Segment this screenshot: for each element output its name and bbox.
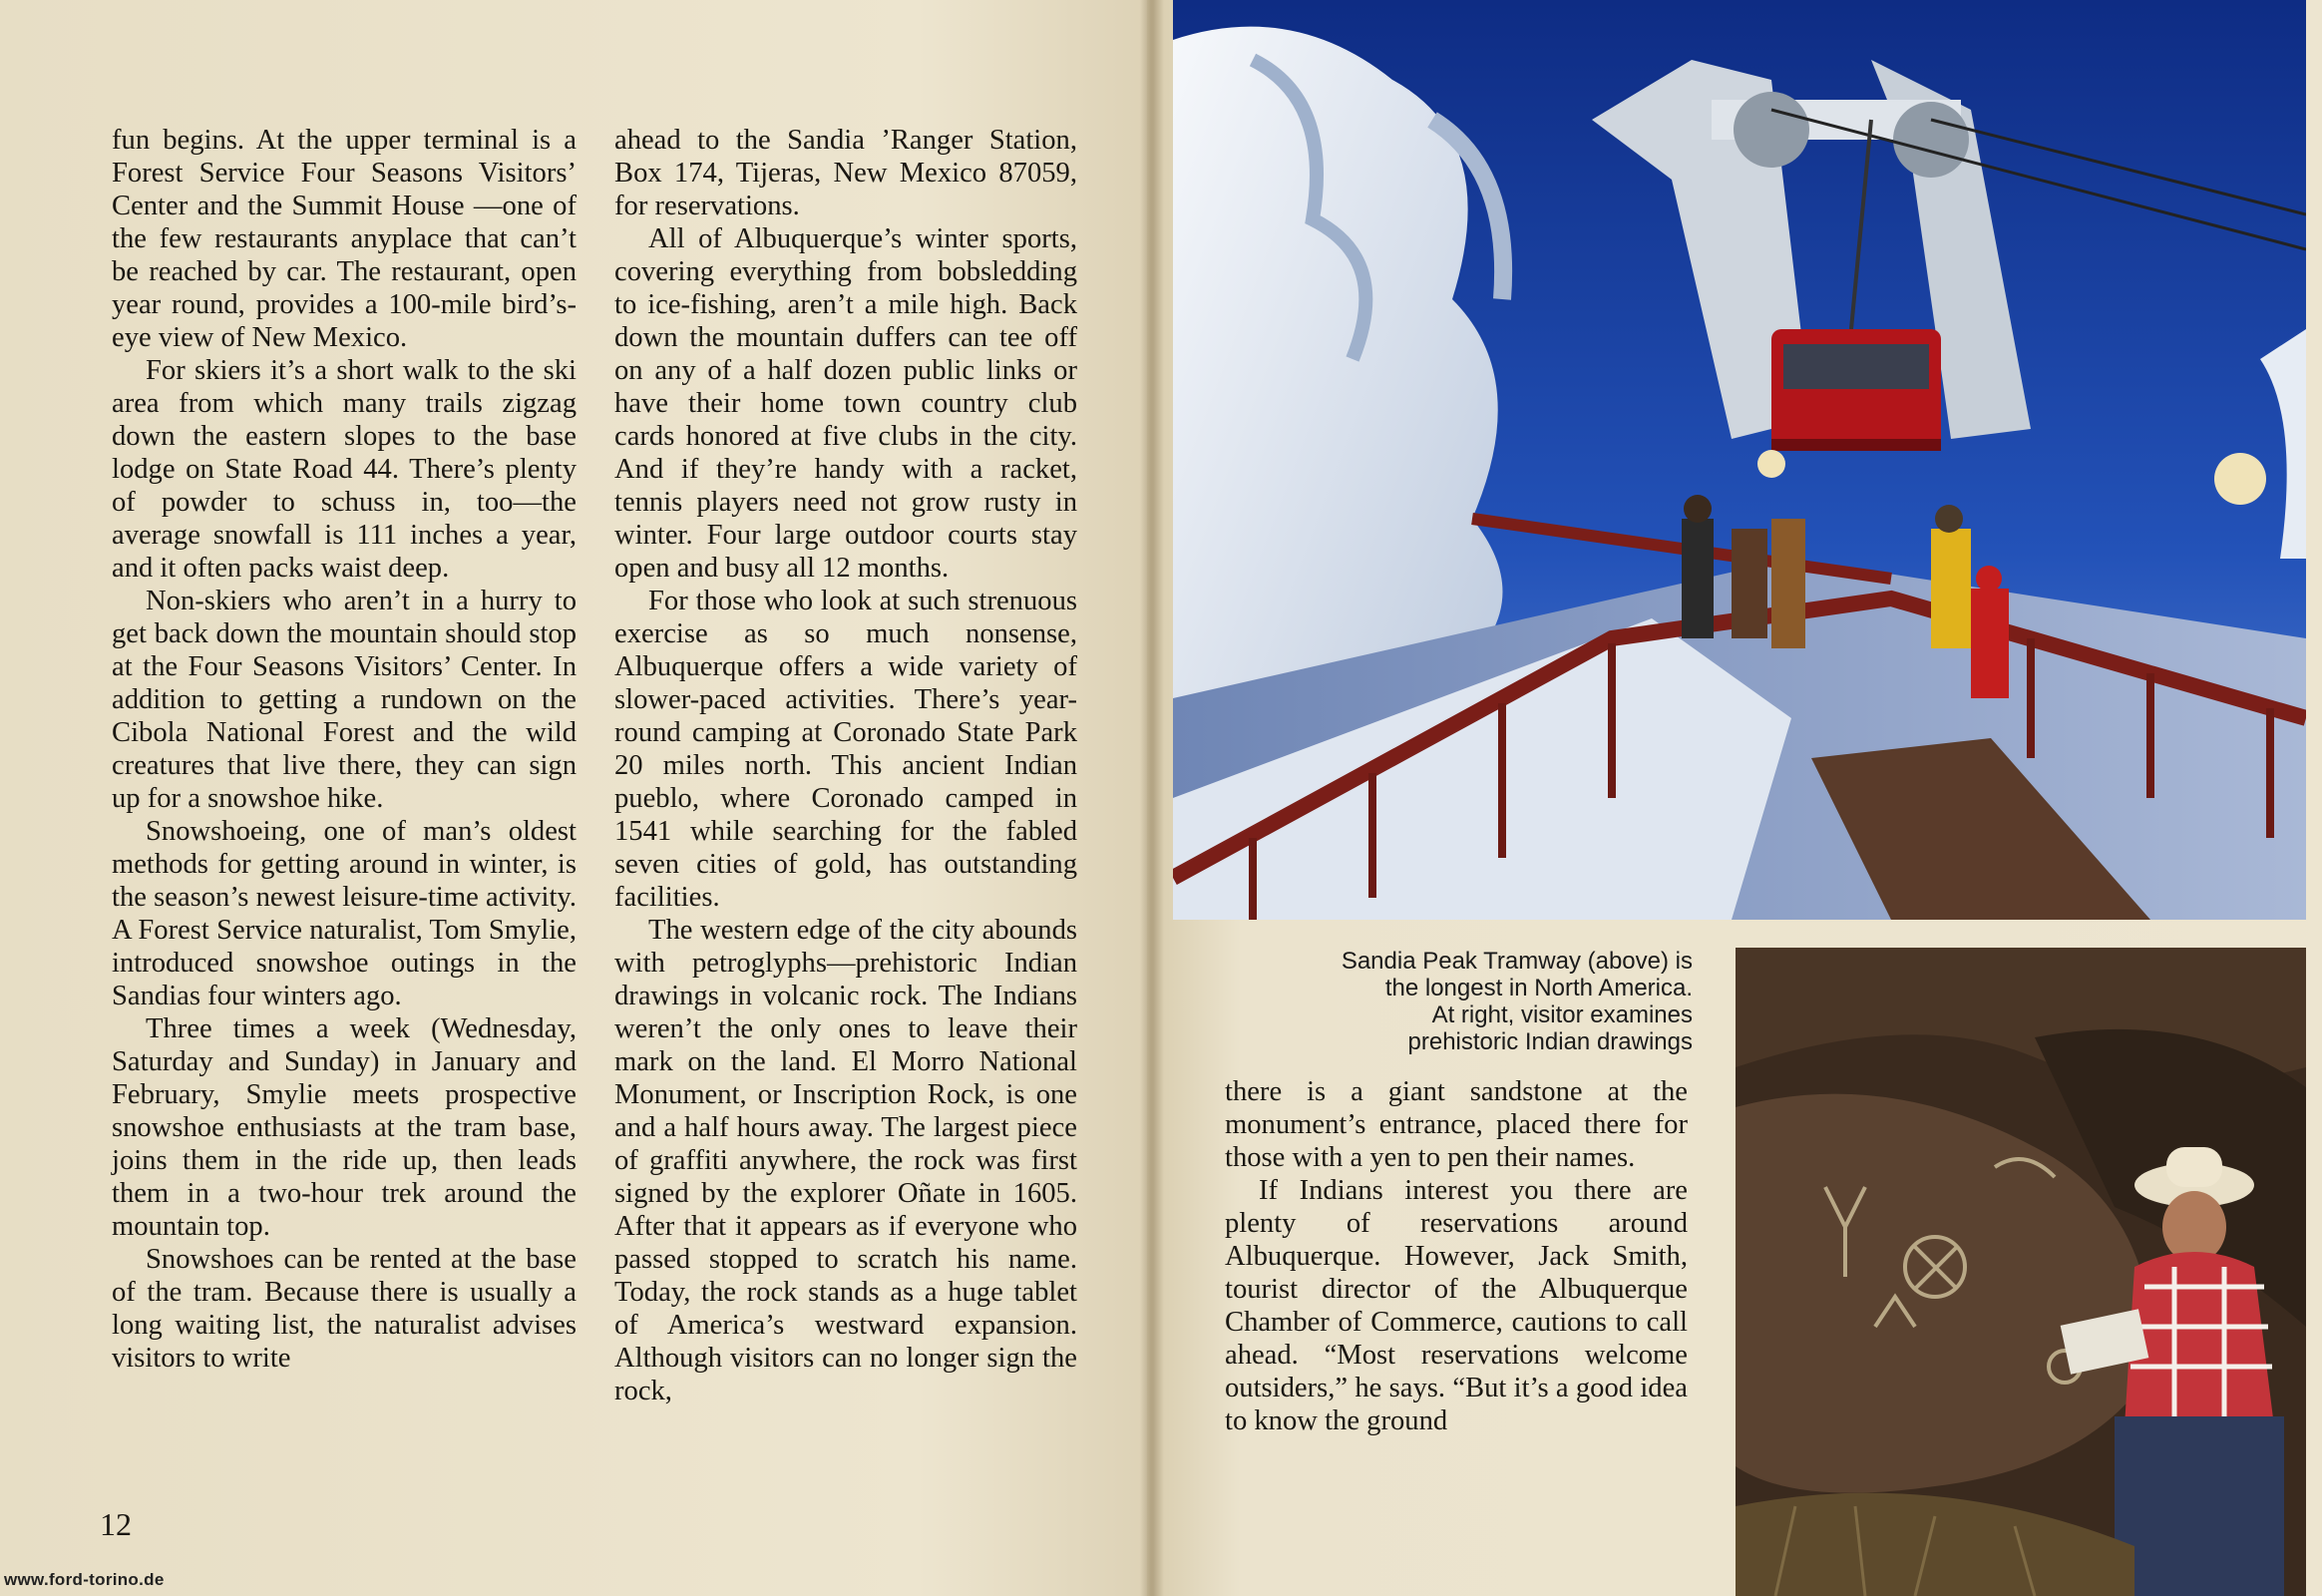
page-number: 12 xyxy=(100,1506,132,1542)
paragraph: All of Albuquerque’s winter sports, covering everything from bobsledding to ice-fishing, aren’t a mile high. Back down the mountain duffers can tee off on any of a half dozen public links or have their home town country club cards honored at five clubs in the city. And if they’re handy with a racket, tennis players need not grow rusty in winter. Four large outdoor courts stay open and busy all 12 months. xyxy=(614,223,1077,584)
paragraph: Three times a week (Wednesday, Saturday and Sunday) in January and February, Smylie meets prospective snowshoe enthusiasts at the tram base, joins them in the ride up, then leads them in a two-hour trek around the mountain top. xyxy=(112,1013,577,1242)
caption-line: prehistoric Indian drawings xyxy=(1407,1028,1693,1055)
paragraph: Snowshoeing, one of man’s oldest methods for getting around in winter, is the season’s newest leisure-time activity. A Forest Service naturalist, Tom Smylie, introduced snowshoe outings in the Sandias four winters ago. xyxy=(112,816,577,1011)
paragraph: For skiers it’s a short walk to the ski area from which many trails zigzag down the eastern slopes to the base lodge on State Road 44. There’s plenty of powder to schuss in, too—the average snowfall is 111 inches a year, and it often packs waist deep. xyxy=(112,355,577,584)
book-gutter xyxy=(1140,0,1164,1596)
paragraph: If Indians interest you there are plenty of reservations around Albuquerque. However, Jack Smith, tourist director of the Albuquerque Chamber of Commerce, cautions to call ahead. “Most reservations welcome outsiders,” he says. “But it’s a good idea to know the ground xyxy=(1225,1175,1688,1436)
watermark-url: www.ford-torino.de xyxy=(4,1570,165,1589)
caption-line: the longest in North America. xyxy=(1384,975,1693,1001)
text-column-3 xyxy=(1225,1075,1688,1437)
paragraph: Snowshoes can be rented at the base of the tram. Because there is usually a long waiting list, the naturalist advises visitors to write xyxy=(112,1244,577,1374)
tramway-photo xyxy=(1173,0,2306,920)
paragraph: fun begins. At the upper terminal is a Forest Service Four Seasons Visitors’ Center and the Summit House —one of the few restaurants anyplace that can’t be reached by car. The restaurant, open year round, provides a 100-mile bird’s-eye view of New Mexico. xyxy=(112,125,577,353)
photo-caption xyxy=(1237,948,1693,1055)
caption-line: Sandia Peak Tramway (above) is xyxy=(1341,948,1693,975)
paragraph: ahead to the Sandia ’Ranger Station, Box 174, Tijeras, New Mexico 87059, for reservations. xyxy=(614,125,1077,221)
text-column-1 xyxy=(112,124,577,1375)
paragraph: there is a giant sandstone at the monument’s entrance, placed there for those with a yen to pen their names. xyxy=(1225,1076,1688,1173)
caption-line: At right, visitor examines xyxy=(1431,1001,1693,1028)
paragraph: Non-skiers who aren’t in a hurry to get back down the mountain should stop at the Four Seasons Visitors’ Center. In addition to getting a rundown on the Cibola National Forest and the wild creatures that live there, they can sign up for a snowshoe hike. xyxy=(112,586,577,814)
petroglyph-photo xyxy=(1736,948,2306,1596)
paragraph: The western edge of the city abounds with petroglyphs—prehistoric Indian drawings in volcanic rock. The Indians weren’t the only ones to leave their mark on the land. El Morro National Monument, or Inscription Rock, is one and a half hours away. The largest piece of graffiti anywhere, the rock was first signed by the explorer Oñate in 1605. After that it appears as if everyone who passed stopped to scratch his name. Today, the rock stands as a huge tablet of America’s westward expansion. Although visitors can no longer sign the rock, xyxy=(614,915,1077,1406)
paragraph: For those who look at such strenuous exercise as so much nonsense, Albuquerque offers a wide variety of slower-paced activities. There’s year-round camping at Coronado State Park 20 miles north. This ancient Indian pueblo, where Coronado camped in 1541 while searching for the fabled seven cities of gold, has outstanding facilities. xyxy=(614,586,1077,913)
text-column-2 xyxy=(614,124,1077,1407)
